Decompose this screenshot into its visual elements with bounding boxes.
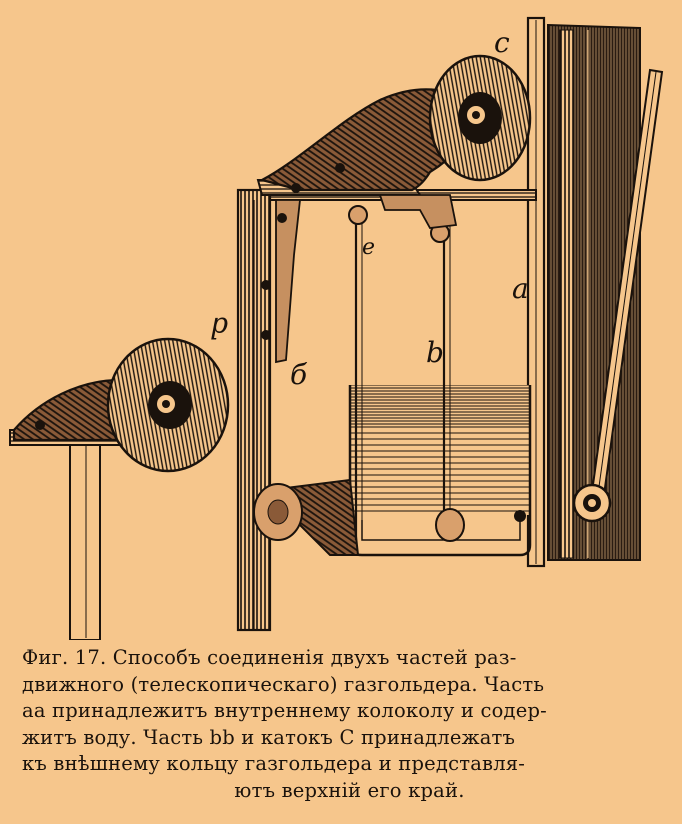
label-a: a: [512, 272, 529, 305]
label-c: c: [494, 26, 510, 59]
roller-c: [430, 56, 530, 180]
figure-caption: [22, 645, 667, 804]
label-e: e: [362, 235, 376, 260]
roller-d: [108, 339, 228, 471]
caption-line-3: aa принадлежитъ внутреннему колоколу и содер-: [22, 699, 547, 722]
caption-line-5: къ внѣшнему кольцу газгольдера и представля-: [22, 752, 526, 775]
caption-line-4: житъ воду. Часть bb и катокъ C принадлежатъ: [22, 725, 516, 749]
caption-line-1: Фиг. 17. Способъ соединенія двухъ частей раз-: [22, 646, 517, 669]
label-b-left: б: [290, 358, 308, 391]
label-d: d: [210, 311, 228, 344]
caption-line-6: ютъ верхній его край.: [234, 778, 465, 802]
label-b-right: b: [426, 336, 444, 369]
caption-line-2: движного (телескопическаго) газгольдера. Часть: [22, 672, 545, 696]
